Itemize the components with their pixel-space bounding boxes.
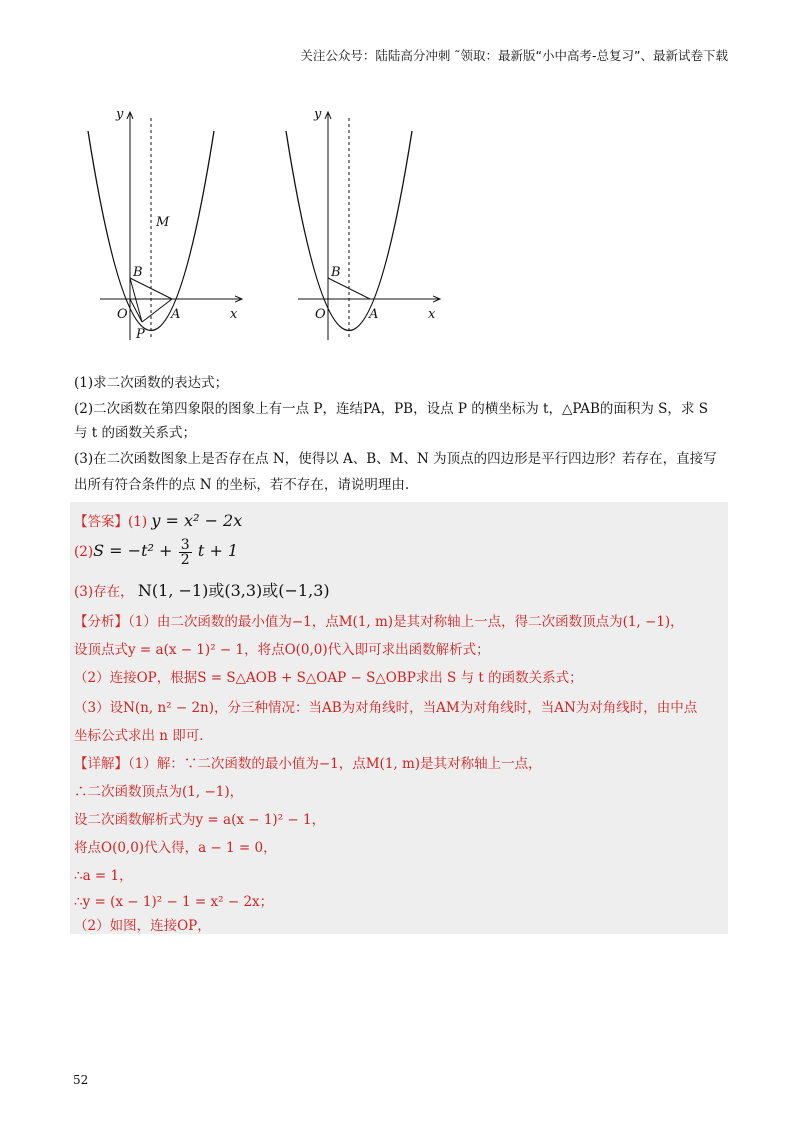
- segment-PA: [142, 299, 172, 322]
- answer-1-expr: y = x² − 2x: [151, 511, 243, 530]
- right-figure: [286, 107, 440, 340]
- detail-line-2: ∴二次函数顶点为(1, −1)，: [74, 784, 244, 800]
- analysis-line-2: 设顶点式y = a(x − 1)² − 1，将点O(0,0)代入即可求出函数解析式；: [74, 642, 490, 658]
- question-2-line2: 与 t 的函数关系式；: [74, 425, 197, 441]
- fraction: $\frac{3}{2}$: [180, 537, 190, 568]
- label-x: x: [230, 307, 238, 322]
- answer-line-1: 【答案】(1) y = x² − 2x: [74, 511, 243, 530]
- detail-line-3: 设二次函数解析式为y = a(x − 1)² − 1，: [74, 812, 326, 828]
- parabola-figures: [90, 100, 550, 350]
- analysis-line-3: （2）连接OP，根据S = S△AOB + S△OAP − S△OBP求出 S 与 t 的函数关系式；: [74, 670, 583, 686]
- question-1: (1)求二次函数的表达式；: [74, 375, 229, 391]
- label-A: A: [171, 307, 181, 322]
- label-x: x: [428, 307, 436, 322]
- detail-line-1: 【详解】（1）解：∵二次函数的最小值为−1，点M(1, m)是其对称轴上一点，: [74, 756, 542, 772]
- answer-line-3: (3)存在， N(1, −1)或(3,3)或(−1,3): [74, 581, 330, 600]
- analysis-line-1: 【分析】（1）由二次函数的最小值为−1，点M(1, m)是其对称轴上一点，得二次函数顶点为(1, −1)，: [74, 614, 684, 630]
- detail-line-6: ∴y = (x − 1)² − 1 = x² − 2x；: [74, 894, 274, 910]
- analysis-tag: 【分析】: [74, 614, 128, 630]
- label-O: O: [117, 307, 128, 322]
- detail-line-5: ∴a = 1，: [74, 868, 133, 884]
- question-2-line1: (2)二次函数在第四象限的图象上有一点 P，连结PA，PB，设点 P 的横坐标为 t，△PAB的面积为 S，求 S: [74, 401, 708, 417]
- label-O: O: [315, 307, 326, 322]
- segment-BP: [130, 278, 142, 322]
- label-P: P: [136, 327, 145, 342]
- left-figure: [88, 107, 242, 342]
- answer-line-2: (2)S = −t² + $\frac{3}{2}$ t + 1: [74, 537, 239, 568]
- detail-tag: 【详解】: [74, 756, 128, 772]
- label-M: M: [156, 215, 170, 230]
- page-header: 关注公众号：陆陆高分冲刺 ˜领取：最新版“小中高考-总复习”、最新试卷下载: [300, 48, 728, 63]
- detail-line-4: 将点O(0,0)代入得，a − 1 = 0，: [74, 840, 277, 856]
- analysis-line-5: 坐标公式求出 n 即可.: [74, 728, 204, 744]
- label-B: B: [331, 265, 341, 280]
- figures: [90, 100, 550, 350]
- page-number: 52: [73, 1073, 89, 1087]
- question-3-line2: 出所有符合条件的点 N 的坐标，若不存在，请说明理由.: [74, 477, 410, 493]
- answer-tag: 【答案】: [74, 514, 128, 530]
- answer-box: [70, 502, 728, 934]
- detail-line-7: （2）如图，连接OP，: [74, 918, 211, 934]
- label-y: y: [314, 107, 322, 122]
- label-y: y: [116, 107, 124, 122]
- label-B: B: [133, 265, 143, 280]
- question-3-line1: (3)在二次函数图象上是否存在点 N，使得以 A、B、M、N 为顶点的四边形是平行四边形？若存在，直接写: [74, 451, 717, 467]
- analysis-line-4: （3）设N(n, n² − 2n)，分三种情况：当AB为对角线时，当AM为对角线时，当AN为对角线时，由中点: [74, 700, 698, 716]
- label-A: A: [369, 307, 379, 322]
